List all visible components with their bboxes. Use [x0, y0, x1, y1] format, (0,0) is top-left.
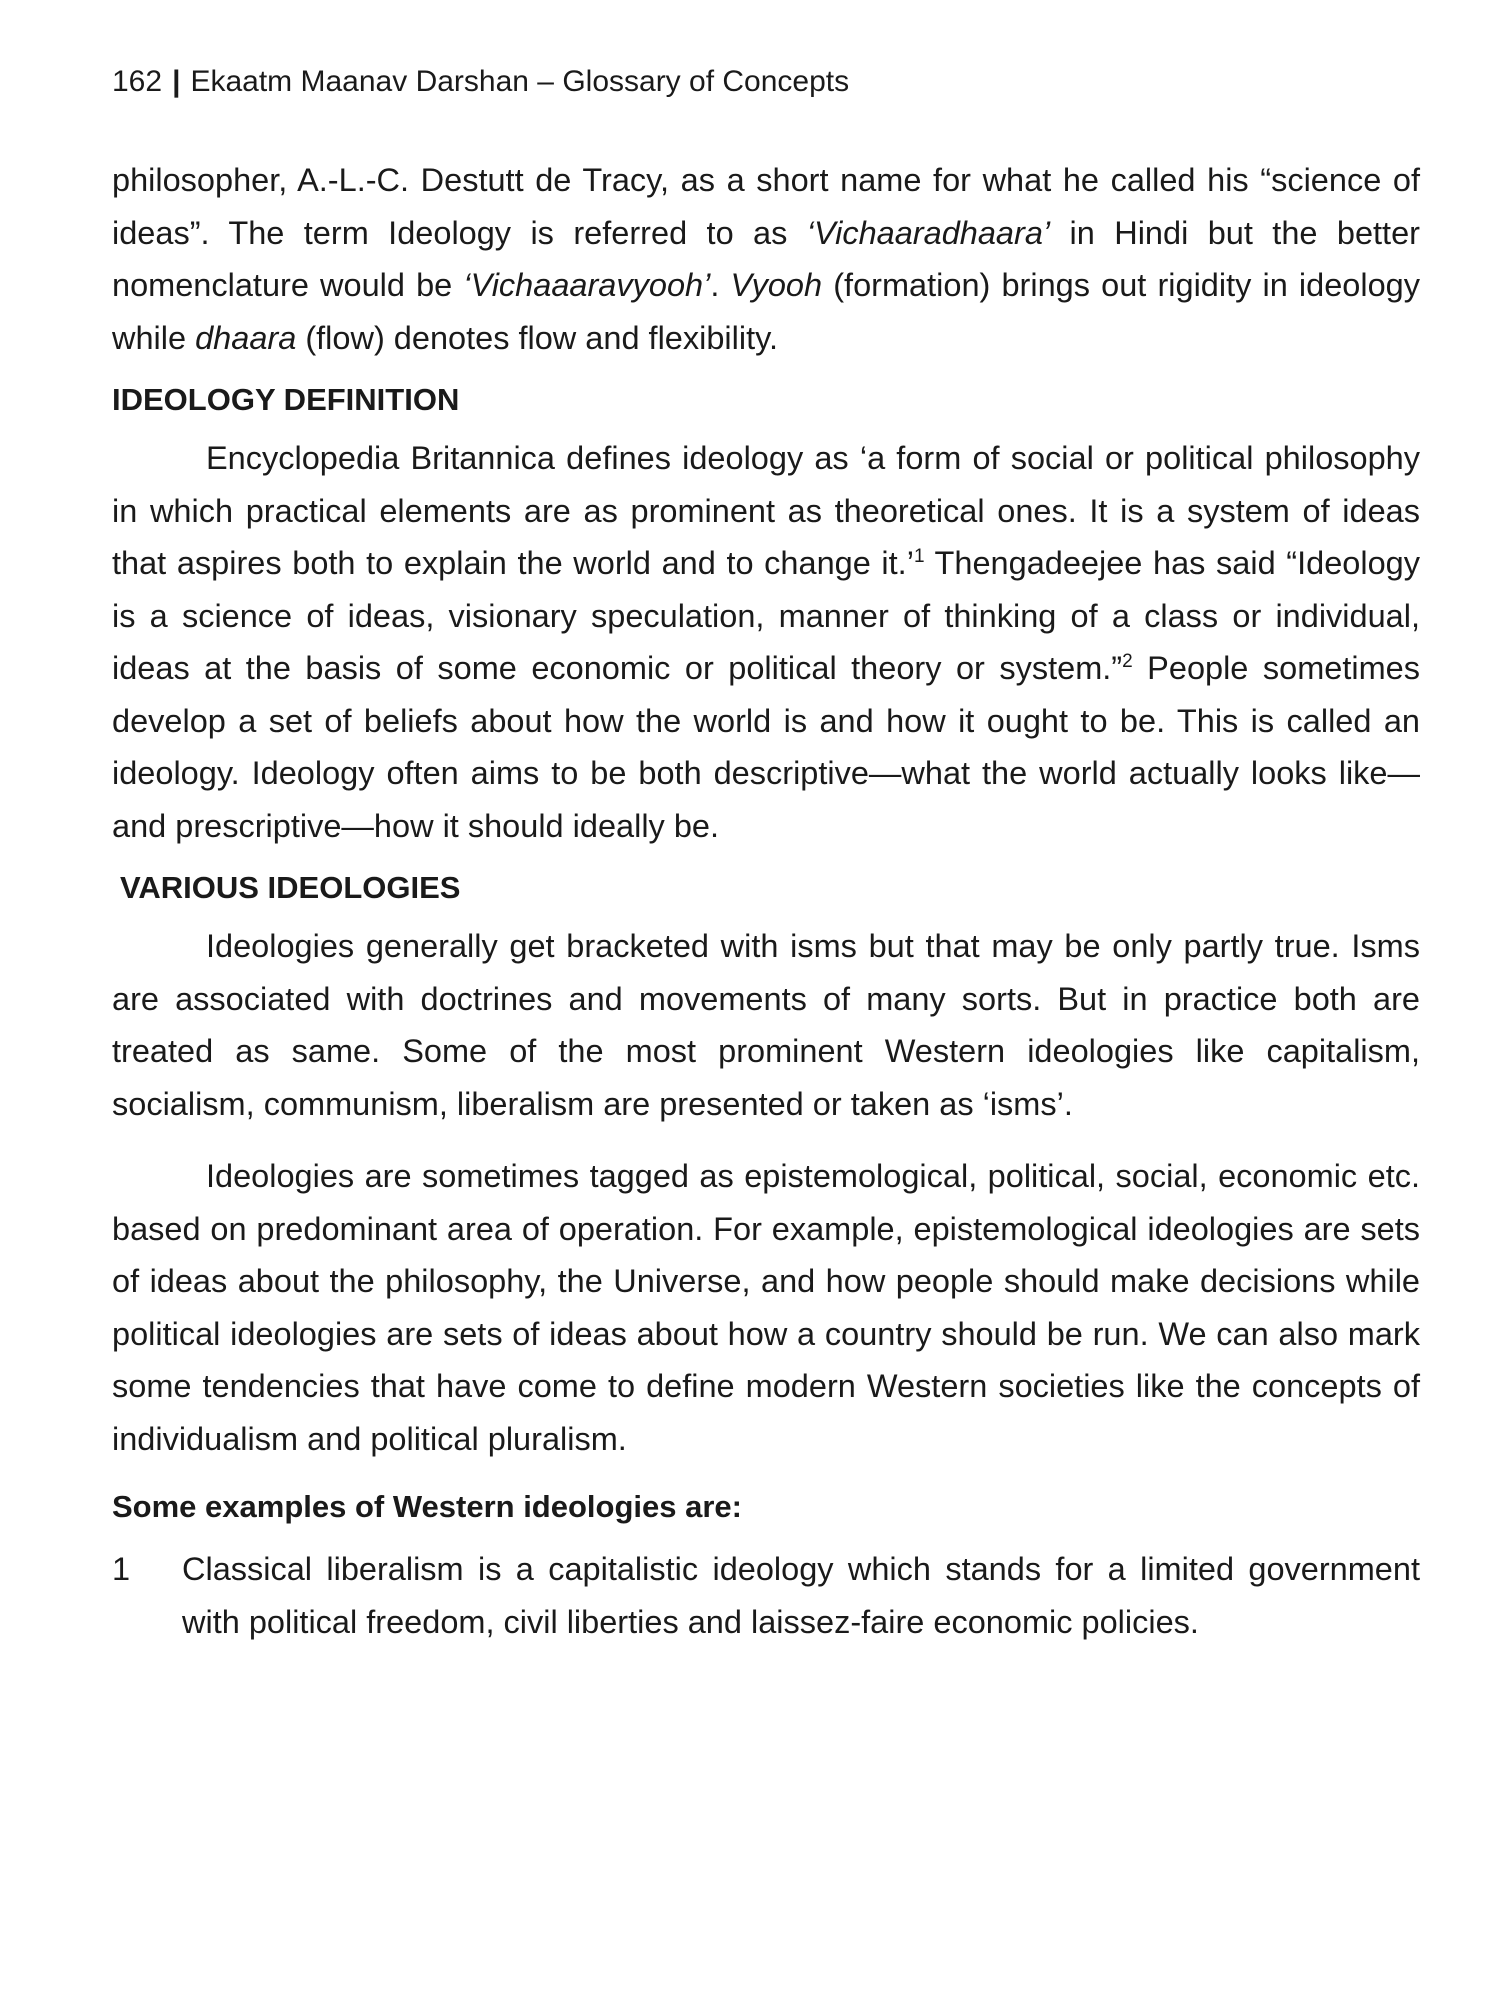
book-page — [112, 62, 1420, 1648]
various-paragraph-1: Ideologies generally get bracketed with isms but that may be only partly true. Isms are associated with doctrines and movements of many sorts. But in practice both are treated as same. Some of the most prominent Western ideologies like capitalism, socialism, communism, liberalism are presented or taken as ‘isms’. — [112, 928, 1420, 1122]
footnote-ref-2[interactable]: 2 — [1122, 651, 1133, 673]
running-header — [112, 62, 1420, 102]
list-item — [112, 1543, 1420, 1648]
section-heading-various-ideologies: VARIOUS IDEOLOGIES — [120, 870, 461, 905]
header-separator: | — [172, 65, 181, 98]
running-title: Ekaatm Maanav Darshan – Glossary of Concepts — [190, 65, 850, 98]
term-vyooh: Vyooh — [730, 267, 823, 303]
list-item-text: Classical liberalism is a capitalistic ideology which stands for a limited government with political freedom, civil liberties and laissez-faire economic policies. — [182, 1551, 1420, 1640]
definition-paragraph: Encyclopedia Britannica defines ideology as ‘a form of social or political philosophy in which practical elements are as prominent as theoretical ones. It is a system of ideas that aspires both to explain the world and to change it.’$^1$ Thengadeejee has said “Ideology is a science of ideas, visionary speculation, manner of thinking of a class or individual, ideas at the basis of some economic or political theory or system.”$^2$ People sometimes develop a set of beliefs about how the world is and how it ought to be. This is called an ideology. Ideology often aims to be both descriptive—what the world actually looks like—and prescriptive—how it should ideally be. — [112, 440, 1420, 844]
footnote-ref-1[interactable]: 1 — [913, 546, 925, 568]
section-heading-ideology-definition: IDEOLOGY DEFINITION — [112, 382, 460, 417]
page-number: 162 — [112, 65, 163, 98]
list-item-number: 1 — [112, 1551, 131, 1587]
various-paragraph-2: Ideologies are sometimes tagged as epistemological, political, social, economic etc. based on predominant area of operation. For example, epistemological ideologies are sets of ideas about the philosophy, the Universe, and how people should make decisions while political ideologies are sets of ideas about how a country should be run. We can also mark some tendencies that have come to define modern Western societies like the concepts of individualism and political pluralism. — [112, 1158, 1420, 1457]
term-vichaaradhaara: ‘Vichaaradhaara’ — [806, 214, 1051, 251]
intro-paragraph: philosopher, A.-L.-C. Destutt de Tracy, as a short name for what he called his “science of ideas”. The term Ideology is referred to as ‘Vichaaradhaara’ in Hindi but the better nomenclature would be ‘Vichaaaravyooh’. Vyooh (formation) brings out rigidity in ideology while dhaara (flow) denotes flow and flexibility. — [112, 162, 1421, 356]
term-vichaaaravyooh: ‘Vichaaaravyooh’ — [463, 267, 711, 303]
term-dhaara: dhaara — [195, 319, 297, 356]
examples-heading: Some examples of Western ideologies are: — [112, 1489, 742, 1524]
